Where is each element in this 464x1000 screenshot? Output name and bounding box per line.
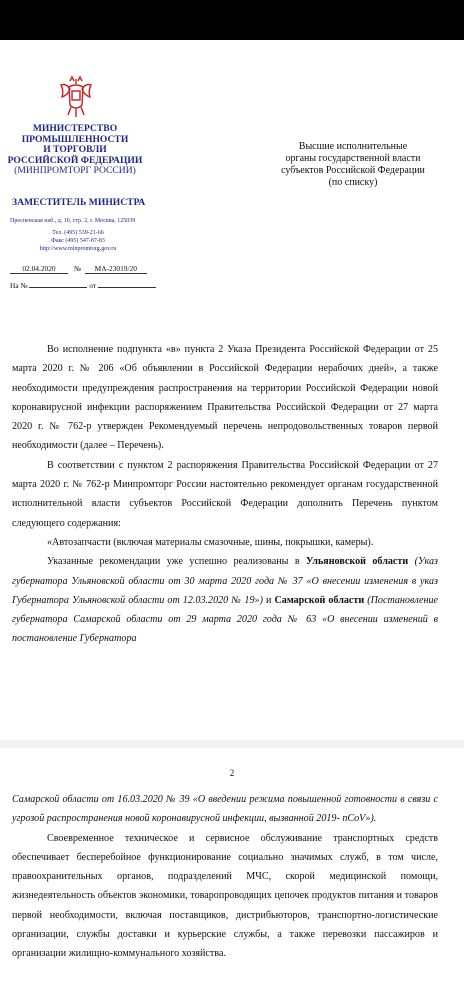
contacts (18, 229, 138, 253)
fax: Факс (495) 547-87-83 (51, 238, 105, 244)
letter-date: 02.04.2020 (10, 264, 68, 274)
ministry-line: И ТОРГОВЛИ (43, 144, 107, 156)
addressee-line: Высшие исполнительные (298, 141, 408, 152)
number-label: № (73, 264, 81, 273)
paragraph-recommendation: В соответствии с пунктом 2 распоряжения Правительства Российской Федерации от 27 марта 2020 г. № 762-р Минпромторг России настоятельно рекомендует органам государственной исполнительной власти субъектов Российской Федерации дополнить Перечень пунктом следующего содержания: (12, 459, 438, 529)
phone: Тел. (495) 539-21-66 (52, 230, 104, 236)
from-label: от (89, 281, 97, 290)
address: Пресненская наб., д. 10, стр. 2, г. Москва, 125039 (10, 218, 136, 224)
reference-label: На № (10, 281, 28, 290)
text: и (262, 594, 275, 606)
region-ulyanovsk: Ульяновской области (306, 556, 409, 568)
registration-line (10, 264, 147, 274)
paragraph-maintenance: Своевременное техническое и сервисное обслуживание транспортных средств обеспечивает бесперебойное функционирование социально значимых служб, в том числе, правоохранительных органов, подразделений МЧС, скорой медицинской помощи, жизнедеятельность объектов экономики, товаропроводящих цепочек продуктов питания и товаров первой необходимости, включая поставщиков, дистрибьюторов, транспортно-логистические организации, службы доставки и курьерские службы, а также перевозки пассажиров и организации жилищно-коммунального хозяйства. (12, 832, 438, 960)
region-samara: Самарской области (274, 594, 365, 606)
page-number: 2 (229, 768, 235, 778)
ministry-short-name: (МИНПРОМТОРГ РОССИИ) (14, 165, 136, 177)
text: Указанные рекомендации уже успешно реализованы в (47, 556, 307, 568)
ministry-name (0, 124, 150, 177)
paragraph-samara-continuation: Самарской области от 16.03.2020 № 39 «О введении режима повышенной готовности в связи с угрозой распространения новой коронавирусной инфекции, вызванной 2019- nCoV»). (12, 794, 438, 825)
page-separator (0, 740, 464, 748)
addressee-line: (по списку) (328, 177, 378, 188)
reference-line (10, 281, 156, 290)
letter-body-page-1 (12, 340, 438, 649)
ulyanovsk-decree: (Указ губернатора Ульяновской области от 30 марта 2020 года № 37 «О внесении изменения в указ Губернатора Ульяновской области от 12.03.2020 № 19») (12, 556, 438, 606)
ministry-line: РОССИЙСКОЙ ФЕДЕРАЦИИ (7, 154, 143, 166)
paragraph-decree: Во исполнение подпункта «в» пункта 2 Указа Президента Российской Федерации от 25 марта 2020 г. № 206 «Об объявлении в Российской Федерации нерабочих дней», а также необходимости предупреждения распространения на территории Российской Федерации новой коронавирусной инфекции распоряжением Правительства Российской Федерации от 27 марта 2020 г. № 762-р утвержден Рекомендуемый перечень непродовольственных товаров первой необходимости (далее – Перечень). (12, 344, 438, 452)
emblem-icon (58, 75, 94, 119)
letter-body-page-2 (12, 790, 438, 964)
deputy-minister-title: ЗАМЕСТИТЕЛЬ МИНИСТРА (12, 197, 146, 208)
top-bar (0, 0, 464, 40)
addressee-line: органы государственной власти (285, 153, 421, 164)
addressee-line: субъектов Российской Федерации (281, 165, 425, 176)
reference-number-blank (29, 287, 87, 288)
samara-decree: (Постановление губернатора Самарской области от 29 марта 2020 года № 63 «О внесении изменений в постановление Губернатора (12, 594, 439, 645)
paragraph-regions (12, 552, 438, 648)
reference-date-blank (98, 287, 156, 288)
addressee (262, 141, 444, 189)
ministry-line: ПРОМЫШЛЕННОСТИ (21, 133, 129, 145)
website: http://www.minpromtorg.gov.ru (39, 246, 117, 252)
letter-number: МА-23019/20 (85, 264, 147, 274)
ministry-line: МИНИСТЕРСТВО (32, 123, 118, 134)
paragraph-auto-parts: «Автозапчасти (включая материалы смазочные, шины, покрышки, камеры). (47, 536, 374, 548)
